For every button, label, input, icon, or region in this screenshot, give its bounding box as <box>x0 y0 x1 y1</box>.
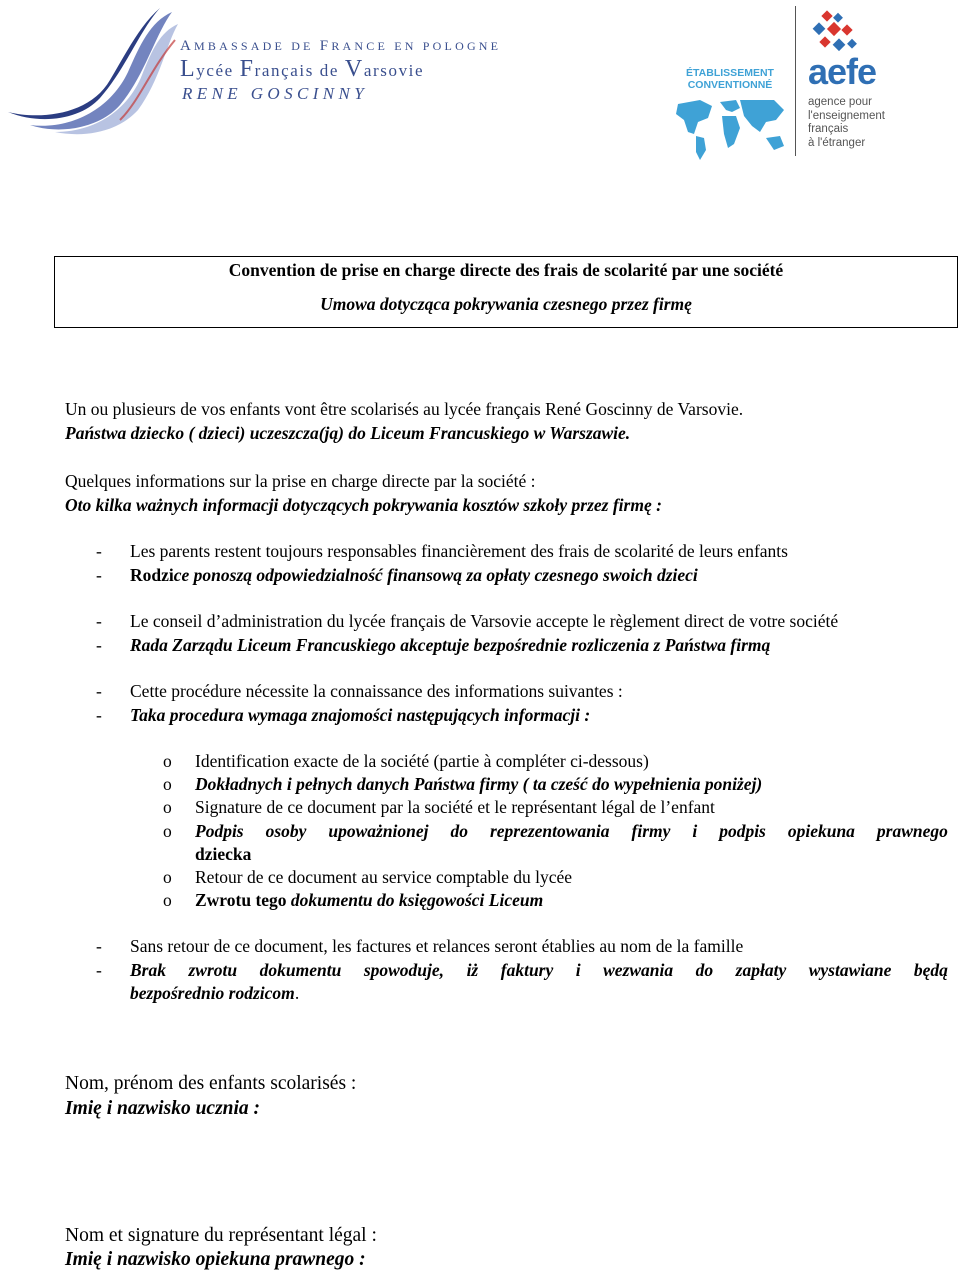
final-polish: Brak zwrotu dokumentu spowoduje, iż faktury i wezwania do zapłaty wystawiane będą <box>130 960 948 980</box>
point-1-polish: Rodzice ponoszą odpowiedzialność finansową za opłaty czesnego swoich dzieci <box>130 565 698 585</box>
title-polish: Umowa dotycząca pokrywania czesnego przez firmę <box>320 294 692 314</box>
dash-marker: - <box>96 936 102 956</box>
sub-2-french: Signature de ce document par la société et le représentant légal de l’enfant <box>195 797 715 817</box>
representative-label-french: Nom et signature du représentant légal : <box>65 1225 377 1246</box>
sub-3-french: Retour de ce document au service comptable du lycée <box>195 867 573 887</box>
rene-goscinny-line: RENE GOSCINNY <box>182 84 369 103</box>
dash-marker: - <box>96 635 102 655</box>
sub-1-french: Identification exacte de la société (partie à compléter ci-dessous) <box>195 751 649 771</box>
info-polish: Oto kilka ważnych informacji dotyczących pokrywania kosztów szkoły przez firmę : <box>65 495 662 515</box>
bullet-marker: o <box>163 751 172 771</box>
point-3-french: Cette procédure nécessite la connaissance des informations suivantes : <box>130 681 623 701</box>
lycee-name: Lycée Français de Varsovie <box>180 56 425 82</box>
sub-1-polish: Dokładnych i pełnych danych Państwa firmy ( ta cześć do wypełnienia poniżej) <box>195 774 763 794</box>
title-french: Convention de prise en charge directe des frais de scolarité par une société <box>228 260 784 280</box>
lycee-swoosh-logo <box>0 0 180 140</box>
aefe-divider <box>795 6 796 156</box>
point-1-french: Les parents restent toujours responsables financièrement des frais de scolarité de leurs enfants <box>130 541 788 561</box>
sub-3-polish: Zwrotu tego dokumentu do księgowości Liceum <box>195 890 544 910</box>
bullet-marker: o <box>163 821 172 841</box>
dash-marker: - <box>96 681 102 701</box>
representative-label-polish: Imię i nazwisko opiekuna prawnego : <box>65 1249 366 1270</box>
dash-marker: - <box>96 960 102 980</box>
embassy-line: AMBASSADE DE FRANCE EN POLOGNE <box>180 38 502 54</box>
sub-2-polish: Podpis osoby upoważnionej do reprezentowania firmy i podpis opiekuna prawnego <box>195 821 948 841</box>
info-french: Quelques informations sur la prise en charge directe par la société : <box>65 471 536 491</box>
bullet-marker: o <box>163 890 172 910</box>
bullet-marker: o <box>163 867 172 887</box>
point-2-polish: Rada Zarządu Liceum Francuskiego akceptuje bezpośrednie rozliczenia z Państwa firmą <box>130 635 771 655</box>
etablissement-conventionne-label: ÉTABLISSEMENT CONVENTIONNÉ <box>686 67 774 91</box>
children-name-label-french: Nom, prénom des enfants scolarisés : <box>65 1073 357 1094</box>
dash-marker: - <box>96 565 102 585</box>
aefe-wordmark: aefe <box>808 51 877 92</box>
dash-marker: - <box>96 705 102 725</box>
bullet-marker: o <box>163 774 172 794</box>
bullet-marker: o <box>163 797 172 817</box>
aefe-subtitle: agence pour l'enseignement français à l'étranger <box>808 96 885 149</box>
dash-marker: - <box>96 541 102 561</box>
dash-marker: - <box>96 611 102 631</box>
point-3-polish: Taka procedura wymaga znajomości następujących informacji : <box>130 705 591 725</box>
final-polish-continued: bezpośrednio rodzicom. <box>130 983 300 1003</box>
world-map-icon <box>670 92 790 162</box>
point-2-french: Le conseil d’administration du lycée français de Varsovie accepte le règlement direct de votre société <box>130 611 839 631</box>
intro-polish: Państwa dziecko ( dzieci) uczeszcza(ją) do Liceum Francuskiego w Warszawie. <box>65 423 631 443</box>
sub-2-polish-continued: dziecka <box>195 844 252 864</box>
final-french: Sans retour de ce document, les factures et relances seront établies au nom de la famille <box>130 936 744 956</box>
children-name-label-polish: Imię i nazwisko ucznia : <box>65 1098 261 1119</box>
intro-french: Un ou plusieurs de vos enfants vont être scolarisés au lycée français René Goscinny de Varsovie. <box>65 399 744 419</box>
